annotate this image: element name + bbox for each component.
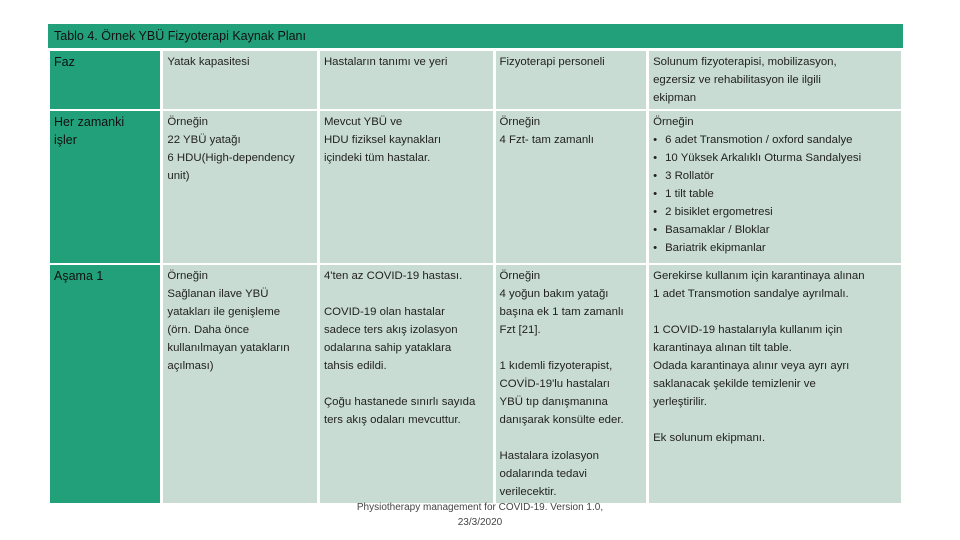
text-line: Ek solunum ekipmanı. bbox=[653, 432, 766, 444]
list-item: • 3 Rollatör bbox=[653, 167, 897, 185]
text-line: karantinaya alınan tilt table. bbox=[653, 342, 792, 354]
paragraph-gap bbox=[324, 375, 489, 393]
text-line: işler bbox=[54, 133, 77, 147]
text-line: 1 COVID-19 hastalarıyla kullanım için bbox=[653, 324, 843, 336]
text-line: Örneğin bbox=[499, 270, 541, 282]
text-line: Örneğin bbox=[499, 116, 541, 128]
text-line: COVİD-19'lu hastaları bbox=[499, 378, 610, 390]
text-line: kullanılmayan yatakların bbox=[167, 342, 290, 354]
text-line: Sağlanan ilave YBÜ bbox=[167, 288, 269, 300]
text-line: Gerekirse kullanım için karantinaya alınan bbox=[653, 270, 865, 282]
list-item: • 10 Yüksek Arkalıklı Oturma Sandalyesi bbox=[653, 149, 897, 167]
text-line: yerleştirilir. bbox=[653, 396, 707, 408]
row-staff bbox=[496, 111, 647, 263]
text-line: 22 YBÜ yatağı bbox=[167, 134, 241, 146]
text-line: Örneğin bbox=[167, 116, 208, 128]
footer-line: 23/3/2020 bbox=[457, 517, 503, 528]
text-line: 6 HDU(High-dependency bbox=[167, 152, 295, 164]
table-title: Tablo 4. Örnek YBÜ Fizyoterapi Kaynak Planı bbox=[48, 24, 903, 48]
row-capacity bbox=[163, 265, 317, 503]
header-equipment bbox=[649, 51, 901, 109]
text-line: ters akış odaları mevcuttur. bbox=[323, 414, 461, 426]
text-line: (örn. Daha önce bbox=[167, 324, 250, 336]
text-line: Aşama 1 bbox=[54, 269, 104, 283]
text-line: verilecektir. bbox=[499, 486, 557, 498]
paragraph-gap bbox=[653, 411, 897, 429]
text-line: COVID-19 olan hastalar bbox=[323, 306, 445, 318]
header-equipment-line: ekipman bbox=[653, 92, 697, 104]
text-line: 4 yoğun bakım yatağı bbox=[499, 288, 609, 300]
row-patients bbox=[320, 111, 493, 263]
row-phase bbox=[50, 265, 160, 503]
text-line: açılması) bbox=[167, 360, 214, 372]
text-line: Odada karantinaya alınır veya ayrı ayrı bbox=[653, 360, 850, 372]
text-line: saklanacak şekilde temizlenir ve bbox=[653, 378, 816, 390]
text-line: 1 kıdemli fizyoterapist, bbox=[499, 360, 613, 372]
header-capacity: Yatak kapasitesi bbox=[163, 51, 317, 109]
row-equipment bbox=[649, 265, 901, 503]
list-item: • Basamaklar / Bloklar bbox=[653, 221, 897, 239]
text-line: odalarında tedavi bbox=[499, 468, 587, 480]
row-equipment bbox=[649, 111, 901, 263]
paragraph-gap bbox=[324, 285, 489, 303]
header-phase: Faz bbox=[50, 51, 160, 109]
text-line: Örneğin bbox=[653, 116, 694, 128]
text-line: YBÜ tıp danışmanına bbox=[499, 396, 608, 408]
text-line: yatakları ile genişleme bbox=[167, 306, 281, 318]
list-item: • Bariatrik ekipmanlar bbox=[653, 239, 897, 257]
list-item: • 2 bisiklet ergometresi bbox=[653, 203, 897, 221]
table-row bbox=[50, 265, 901, 503]
text-line: odalarına sahip yataklara bbox=[323, 342, 452, 354]
text-line: Fzt [21]. bbox=[499, 324, 541, 336]
text-line: 1 adet Transmotion sandalye ayrılmalı. bbox=[653, 288, 849, 300]
text-line: Örneğin bbox=[167, 270, 208, 282]
paragraph-gap bbox=[500, 429, 643, 447]
row-staff bbox=[496, 265, 647, 503]
text-line: Çoğu hastanede sınırlı sayıda bbox=[323, 396, 476, 408]
header-patients: Hastaların tanımı ve yeri bbox=[320, 51, 493, 109]
text-line: sadece ters akış izolasyon bbox=[323, 324, 458, 336]
paragraph-gap bbox=[653, 303, 897, 321]
table-header-row bbox=[50, 51, 901, 109]
text-line: Mevcut YBÜ ve bbox=[323, 116, 403, 128]
text-line: danışarak konsülte eder. bbox=[499, 414, 624, 426]
text-line: HDU fiziksel kaynakları bbox=[323, 134, 442, 146]
header-equipment-line: egzersiz ve rehabilitasyon ile ilgili bbox=[653, 74, 821, 86]
text-line: Her zamanki bbox=[54, 115, 125, 129]
text-line: tahsis edildi. bbox=[323, 360, 387, 372]
text-line: 4'ten az COVID-19 hastası. bbox=[323, 270, 463, 282]
paragraph-gap bbox=[500, 339, 643, 357]
list-item: • 6 adet Transmotion / oxford sandalye bbox=[653, 131, 897, 149]
header-equipment-line: Solunum fizyoterapisi, mobilizasyon, bbox=[653, 56, 837, 68]
source-footer bbox=[330, 500, 630, 530]
table-row bbox=[50, 111, 901, 263]
row-phase bbox=[50, 111, 160, 263]
text-line: unit) bbox=[167, 170, 190, 182]
equipment-list bbox=[653, 131, 897, 257]
header-staff: Fizyoterapi personeli bbox=[496, 51, 647, 109]
list-item: • 1 tilt table bbox=[653, 185, 897, 203]
footer-line: Physiotherapy management for COVID-19. Version 1.0, bbox=[356, 502, 604, 513]
row-patients bbox=[320, 265, 493, 503]
text-line: Hastalara izolasyon bbox=[499, 450, 599, 462]
text-line: başına ek 1 tam zamanlı bbox=[499, 306, 624, 318]
text-line: içindeki tüm hastalar. bbox=[323, 152, 431, 164]
row-capacity bbox=[163, 111, 317, 263]
resource-plan-table bbox=[47, 49, 904, 505]
text-line: 4 Fzt- tam zamanlı bbox=[499, 134, 594, 146]
